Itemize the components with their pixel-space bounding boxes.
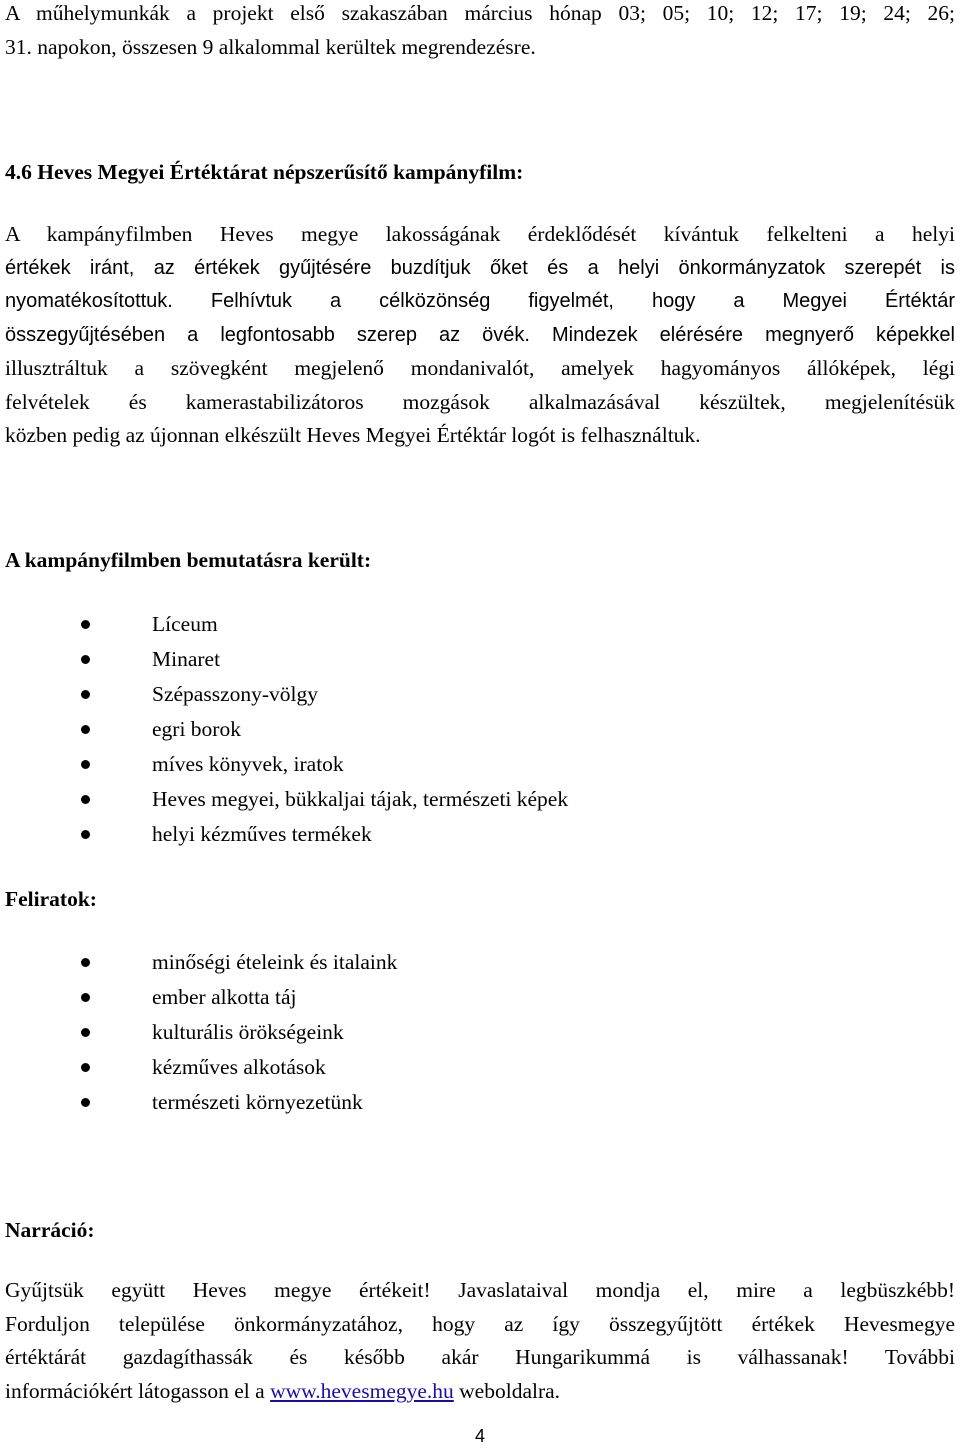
narration-line-1: Gyűjtsük együtt Heves megye értékeit! Javaslataival mondja el, mire a legbüszkébb!: [5, 1278, 955, 1302]
bullet-icon: [81, 620, 90, 629]
list-item: ember alkotta táj: [0, 980, 900, 1015]
list-item: Heves megyei, bükkaljai tájak, természeti képek: [0, 782, 900, 817]
captions-list: [0, 945, 900, 1120]
shown-heading: A kampányfilmben bemutatásra került:: [5, 548, 372, 572]
list-item: helyi kézműves termékek: [0, 817, 900, 852]
para-line-7: közben pedig az újonnan elkészült Heves Megyei Értéktár logót is felhasználtuk.: [5, 423, 701, 447]
bullet-icon: [81, 760, 90, 769]
intro-paragraph: [5, 0, 955, 64]
para-line-6: felvételek és kamerastabilizátoros mozgások alkalmazásával készültek, megjelenítésük: [5, 389, 955, 414]
intro-line-2: 31. napokon, összesen 9 alkalommal kerültek megrendezésre.: [5, 34, 536, 59]
bullet-icon: [81, 830, 90, 839]
bullet-icon: [81, 725, 90, 734]
intro-line-1: A műhelymunkák a projekt első szakaszában március hónap 03; 05; 10; 12; 17; 19; 24; 26;: [5, 1, 955, 25]
bullet-icon: [81, 1098, 90, 1107]
narration-paragraph: [5, 1274, 955, 1408]
section-paragraph: [5, 218, 955, 453]
list-item: természeti környezetünk: [0, 1085, 900, 1120]
bullet-icon: [81, 655, 90, 664]
narration-heading: Narráció:: [5, 1218, 95, 1242]
bullet-icon: [81, 958, 90, 967]
list-item: minőségi ételeink és italaink: [0, 945, 900, 980]
bullet-icon: [81, 795, 90, 804]
para-line-5: illusztráltuk a szövegként megjelenő mondanivalót, amelyek hagyományos állóképek, légi: [5, 356, 955, 380]
shown-list: [0, 607, 900, 852]
list-item: egri borok: [0, 712, 900, 747]
captions-heading: Feliratok:: [5, 887, 97, 911]
bullet-icon: [81, 690, 90, 699]
para-line-2: értékek iránt, az értékek gyűjtésére buzdítjuk őket és a helyi önkormányzatok szerepét is: [5, 256, 955, 279]
para-line-3: nyomatékosítottuk. Felhívtuk a célközönség figyelmét, hogy a Megyei Értéktár: [5, 290, 955, 312]
list-item: Minaret: [0, 642, 900, 677]
narration-line-2: Forduljon települése önkormányzatához, hogy az így összegyűjtött értékek Hevesmegye: [5, 1311, 955, 1336]
list-item: Líceum: [0, 607, 900, 642]
bullet-icon: [81, 1028, 90, 1037]
bullet-icon: [81, 993, 90, 1002]
narration-line-4: információkért látogasson el a www.hevesmegye.hu weboldalra.: [5, 1378, 561, 1403]
website-link[interactable]: www.hevesmegye.hu: [270, 1378, 454, 1403]
list-item: Szépasszony-völgy: [0, 677, 900, 712]
page-number: 4: [474, 1426, 485, 1446]
list-item: kulturális örökségeink: [0, 1015, 900, 1050]
list-item: kézműves alkotások: [0, 1050, 900, 1085]
para-line-4: összegyűjtésében a legfontosabb szerep az övék. Mindezek elérésére megnyerő képekkel: [5, 323, 955, 346]
narration-line-3: értéktárát gazdagíthassák és később akár Hungarikummá is válhassanak! További: [5, 1345, 955, 1369]
section-title: 4.6 Heves Megyei Értéktárat népszerűsítő kampányfilm:: [5, 160, 524, 184]
para-line-1: A kampányfilmben Heves megye lakosságának érdeklődését kívántuk felkelteni a helyi: [5, 222, 955, 246]
bullet-icon: [81, 1063, 90, 1072]
list-item: míves könyvek, iratok: [0, 747, 900, 782]
